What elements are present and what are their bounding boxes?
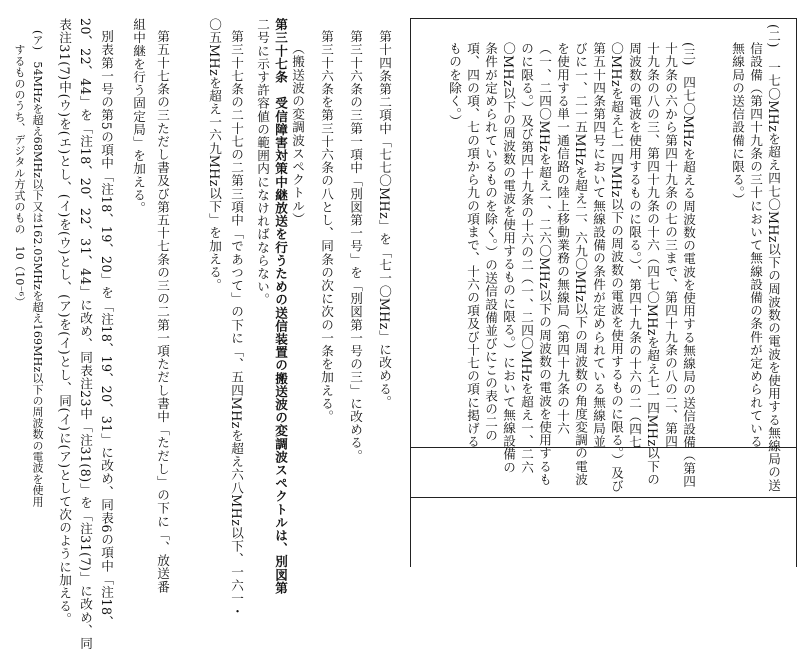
table-item-3-line: （一、二四〇MHzを超え一、二六〇MHz以下の周波数の電波を使用するも: [537, 42, 552, 486]
body-line: 第三十七条の二十七の二第三項中「であつて」の下に「、五四MHzを超え六八MHz以下、一六一・: [229, 30, 244, 619]
table-item-3-line: 条件が定められているものを除く。）の送信設備並びにこの表の二の: [483, 42, 498, 442]
table-item-2-line-1: (二) 一七〇MHzを超え四七〇MHz以下の周波数の電波を使用する無線局の送: [766, 24, 781, 492]
body-line: 20、22、44」を「注18、20、22、31、44」に改め、同表注23中「注31(8)」を「注31(7)」に改め、同: [78, 18, 93, 650]
table-item-3-line: 第五十四条第四号において無線設備の条件が定められている無線局並: [591, 42, 606, 449]
section-caption: （搬送波の変調波スペクトル）: [290, 42, 305, 226]
table-item-3-line: 十九条の六から第四十九条の七の三まで、第四十九条の八の二、第四: [663, 42, 678, 449]
table-item-3-line: 十九条の八の三、第四十九条の十六（四七〇MHzを超え七一四MHz以下の: [645, 42, 660, 486]
table-item-3-line: 〇MHzを超え七一四MHz以下の周波数の電波を使用するものに限る。）及び: [609, 42, 624, 493]
table-item-3-line: のに限る。）及び第四十九条の十六の二（一、二四〇MHzを超え一、二六: [519, 42, 534, 474]
body-line: 第十四条第二項中「七七〇MHz」を「七一〇MHz」に改める。: [377, 30, 392, 409]
table-item-3-line: を使用する単一通信路の陸上移動業務の無線局（第四十九条の十六: [555, 42, 570, 435]
body-line: 二号に示す許容値の範囲内になければならない。: [255, 18, 270, 307]
body-line: 第三十六条の三第一項中「別図第一号」を「別図第一号の三」に改める。: [348, 30, 363, 463]
body-line: 別表第一号の第5の項中「注18、19、20」を「注18、19、20、31」に改め、同表6の項中「注18、: [99, 30, 114, 629]
table-item-3-line: びに一、二一五MHzを超え二、六九〇MHz以下の周波数の角度変調の電波: [573, 42, 588, 486]
table-item-3-line: 周波数の電波を使用するものに限る。）、第四十九条の十六の二（四七: [627, 42, 642, 449]
body-line: 第五十七条の三ただし書及び第五十七条の三の二第一項ただし書中「ただし」の下に「、放送番: [155, 30, 170, 594]
inserted-note-line: するもののうち、デジタル方式のもの 10（10⁻⁶）: [13, 44, 26, 308]
table-item-2-line-3: 無線局の送信設備に限る。）: [730, 42, 745, 206]
body-line: 組中継を行う固定局」を加える。: [131, 18, 146, 215]
table-item-3-line: 四七〇MHzを超える周波数の電波を使用する無線局の送信設備（第四: [681, 76, 696, 488]
body-line: 〇五MHzを超え一六九MHz以下」を加える。: [207, 18, 222, 292]
body-line: 第三十六条を第三十六条の八とし、同条の次に次の一条を加える。: [319, 30, 334, 423]
body-line: 表注31(7)中(ウ)を(エ)とし、(イ)を(ウ)とし、(ア)を(イ)とし、同(イ)に(ア)として次のように加える。: [57, 18, 72, 626]
table-item-3-line: 〇MHz以下の周波数の電波を使用するものに限る。）において無線設備の: [501, 42, 516, 474]
table-item-2-line-2: 信設備（第四十九条の三十において無線設備の条件が定められている: [748, 42, 763, 449]
table-item-3-line: ものを除く。）: [447, 42, 462, 128]
article-37-heading: 第三十七条 受信障害対策中継放送を行うための送信装置の搬送波の変調波スペクトルは、別図第: [273, 18, 288, 595]
inserted-note-line: (ア) 54MHzを超え68MHz以下又は162.05MHzを超え169MHz以下の周波数の電波を使用: [31, 30, 44, 507]
table-row-divider: [411, 497, 796, 498]
table-item-3-line: 項、四の項、七の項から九の項まで、十六の項及び十七の項に掲げる: [465, 42, 480, 449]
table-item-3-index: (三): [681, 42, 696, 66]
